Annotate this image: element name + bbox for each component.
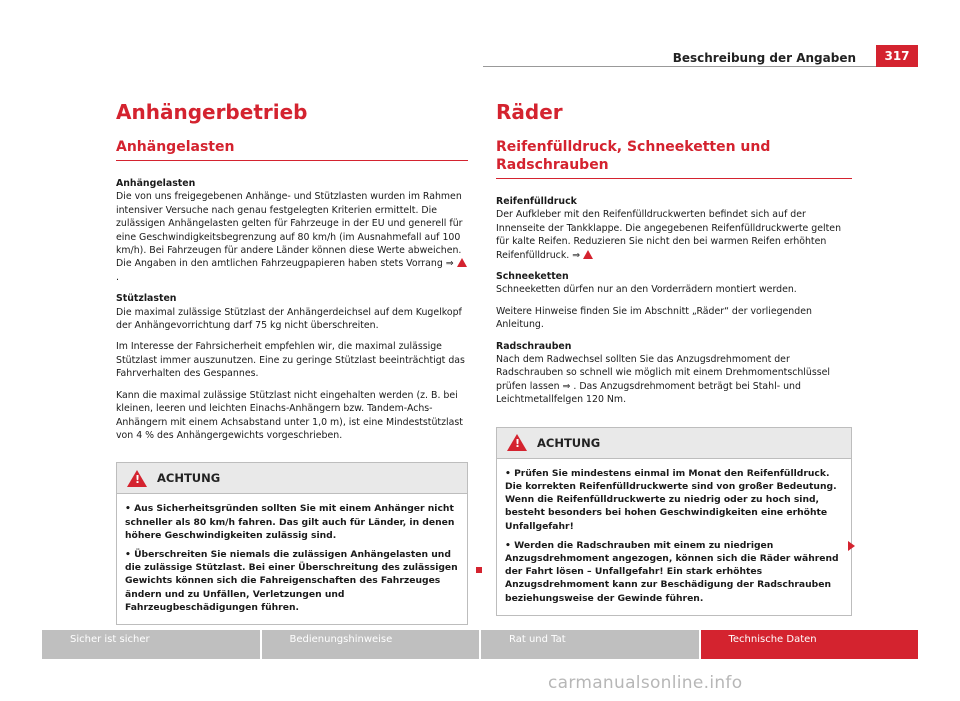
warning-icon[interactable] — [583, 250, 593, 259]
subsection-title: Reifenfülldruck, Schneeketten und Radschrauben — [496, 138, 852, 179]
warning-body — [497, 459, 851, 615]
warning-item: • Werden die Radschrauben mit einem zu niedrigen Anzugsdrehmoment angezogen, können sich die Räder während der Fahrt lösen – Unfallgefahr! Ein stark erhöhtes Anzugsdrehmoment kann zur Beschädigung der Radschrauben beziehungsweise der Gewinde führen. — [505, 539, 839, 604]
paragraph — [496, 208, 852, 262]
right-column — [496, 100, 852, 616]
warning-title: ACHTUNG — [537, 435, 601, 450]
footer-tab-sicher[interactable]: Sicher ist sicher — [42, 630, 260, 659]
paragraph: Kann die maximal zulässige Stützlast nicht eingehalten werden (z. B. bei kleinen, leeren und leichten Einachs-Anhängern bzw. Tandem-Achs-Anhängern mit einem Achsabstand unter 1,0 m), ist eine Mindeststützlast von 4 % des Anhängergewichts vorgeschrieben. — [116, 389, 463, 441]
warning-header — [117, 463, 467, 494]
warning-item: • Aus Sicherheitsgründen sollten Sie mit einem Anhänger nicht schneller als 80 km/h fahren. Das gilt auch für Länder, in denen höhere Geschwindigkeiten zulässig sind. — [125, 503, 455, 541]
warning-icon: ! — [127, 470, 147, 487]
heading-anhaengelasten: Anhängelasten — [116, 178, 196, 189]
section-title: Anhängerbetrieb — [116, 100, 308, 124]
subsection-title: Anhängelasten — [116, 138, 468, 161]
header-rule — [483, 66, 876, 67]
warning-header — [497, 428, 851, 459]
paragraph: Schneeketten dürfen nur an den Vorderrädern montiert werden. — [496, 284, 797, 296]
footer-nav — [42, 630, 918, 659]
end-of-section-marker — [476, 567, 482, 573]
section-title: Räder — [496, 100, 563, 124]
heading-reifenfuelldruck: Reifenfülldruck — [496, 196, 577, 207]
heading-schneeketten: Schneeketten — [496, 271, 569, 283]
continue-arrow-icon — [848, 541, 855, 551]
paragraph: Die von uns freigegebenen Anhänge- und Stützlasten wurden im Rahmen intensiver Versuche nach genau festgelegten Kriterien ermittelt. Die zulässigen Anhängelasten gelten für Fahrzeuge in der EU und generell für eine Geschwindigkeitsbegrenzung auf 80 km/h (im Ausnahmefall auf 100 km/h). Bei Fahrzeugen für andere Länder können diese Werte abweichen. Die Angaben in den amtlichen Fahrzeugpapieren haben stets Vorrang ⇒ . — [116, 190, 468, 284]
warning-box — [496, 427, 852, 616]
watermark: carmanualsonline.info — [548, 673, 743, 693]
warning-item: • Prüfen Sie mindestens einmal im Monat den Reifenfülldruck. Die korrekten Reifenfülldruckwerte sind von großer Bedeutung. Wenn die Reifenfülldruckwerte zu niedrig oder zu hoch sind, besteht besonders bei hohen Geschwindigkeiten eine erhöhte Unfallgefahr! — [505, 467, 837, 532]
paragraph-text: Die von uns freigegebenen Anhänge- und Stützlasten wurden im Rahmen intensiver Versuche nach genau festgelegten Kriterien ermittelt. Die zulässigen Anhängelasten gelten für Fahrzeuge in der EU und generell für eine Geschwindigkeitsbegrenzung auf 80 km/h (im Ausnahmefall auf 100 km/h). Bei Fahrzeugen für andere Länder können diese Werte abweichen. Die Angaben in den amtlichen Fahrzeugpapieren haben stets Vorrang ⇒ — [116, 191, 463, 270]
paragraph: Weitere Hinweise finden Sie im Abschnitt „Räder“ der vorliegenden Anleitung. — [496, 305, 812, 331]
footer-tab-rat[interactable]: Rat und Tat — [481, 630, 699, 659]
running-header: Beschreibung der Angaben — [672, 51, 856, 65]
warning-box — [116, 462, 468, 625]
footer-tab-bedienung[interactable]: Bedienungshinweise — [262, 630, 480, 659]
warning-icon: ! — [507, 434, 527, 451]
footer-tab-technische-daten[interactable]: Technische Daten — [701, 630, 919, 659]
warning-item: • Überschreiten Sie niemals die zulässigen Anhängelasten und die zulässige Stützlast. Bei einer Überschreitung des zulässigen Gewichts können sich die Fahreigenschaften des Fahrzeuges ändern und zu Unfällen, Verletzungen und Fahrzeugbeschädigungen führen. — [125, 548, 458, 613]
warning-body — [117, 494, 467, 624]
heading-stuetzlasten: Stützlasten — [116, 293, 177, 305]
paragraph: Im Interesse der Fahrsicherheit empfehlen wir, die maximal zulässige Stützlast immer auszunutzen. Eine zu geringe Stützlast beeinträchtigt das Fahrverhalten des Gespannes. — [116, 341, 465, 380]
paragraph: Nach dem Radwechsel sollten Sie das Anzugsdrehmoment der Radschrauben so schnell wie möglich mit einem Drehmomentschlüssel prüfen lassen ⇒ . Das Anzugsdrehmoment beträgt bei Stahl- und Leichtmetallfelgen 120 Nm. — [496, 354, 830, 406]
paragraph-text: Der Aufkleber mit den Reifenfülldruckwerten befindet sich auf der Innenseite der Tankklappe. Die angegebenen Reifenfülldruckwerte gelten für kalte Reifen. Reduzieren Sie nicht den bei warmen Reifen erhöhten Reifenfülldruck. ⇒ — [496, 209, 842, 261]
warning-icon[interactable] — [457, 258, 467, 267]
heading-radschrauben: Radschrauben — [496, 340, 572, 352]
left-column — [116, 100, 468, 625]
paragraph: Die maximal zulässige Stützlast der Anhängerdeichsel auf dem Kugelkopf der Anhängevorrichtung darf 75 kg nicht überschreiten. — [116, 306, 462, 332]
page-number: 317 — [876, 45, 918, 67]
warning-title: ACHTUNG — [157, 471, 221, 486]
